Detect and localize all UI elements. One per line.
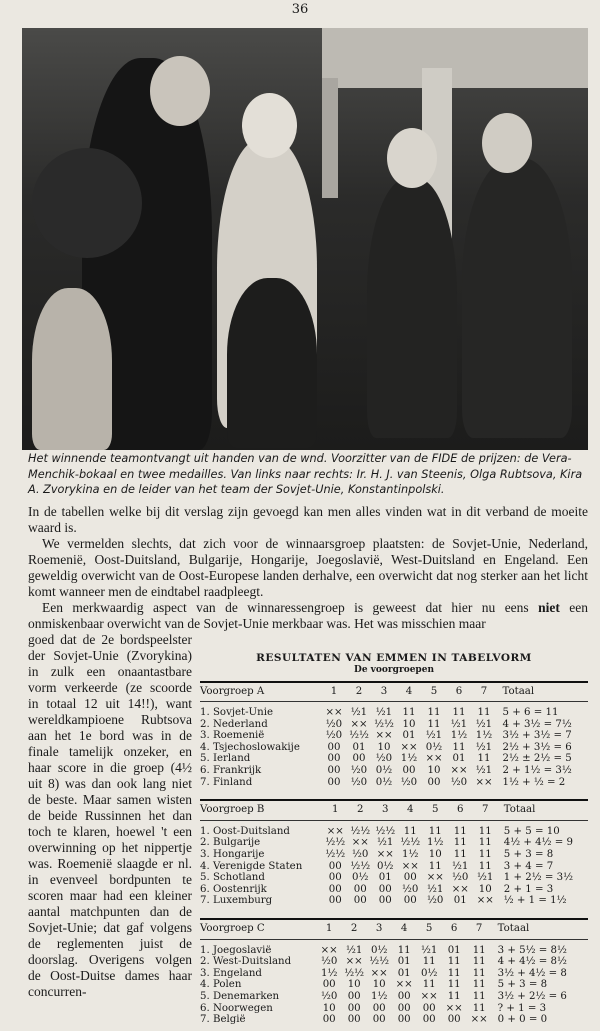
column-header: 5 [421, 683, 446, 702]
results-tables [200, 652, 588, 1031]
result-cell: 11 [472, 990, 486, 1002]
result-cell: ×× [475, 776, 493, 788]
result-cell: ½0 [402, 883, 419, 895]
table-row [200, 991, 588, 1003]
group-tables [200, 681, 588, 1031]
result-cell: ½1 [425, 730, 443, 742]
team-name: 3. Roemenië [200, 730, 265, 742]
team-name: 2. West-Duitsland [200, 956, 292, 968]
column-header: 5 [417, 920, 442, 939]
result-cell: 0½ [375, 765, 393, 777]
result-cell: 11 [403, 825, 417, 837]
total-cell: ? + 1 = 3 [497, 1002, 547, 1014]
result-cell: 01 [402, 730, 416, 742]
result-cell: ½½ [400, 837, 421, 849]
result-cell: 00 [397, 1002, 411, 1014]
column-header: 6 [446, 683, 471, 702]
result-cell: ½1 [475, 741, 493, 753]
result-cell: ½½ [350, 860, 371, 872]
table-row [200, 730, 588, 742]
result-cell: ½0 [350, 776, 368, 788]
result-cell: ½½ [325, 837, 346, 849]
result-cell: 00 [347, 1002, 361, 1014]
result-cell: ×× [445, 1002, 463, 1014]
result-cell: ½1 [475, 718, 493, 730]
result-cell: 1½ [402, 849, 419, 861]
paragraph: In de tabellen welke bij dit verslag zijn gevoegd kan men alles vinden wat in dit verband de moeite waard is. [28, 503, 588, 535]
total-cell: 2 + 1 = 3 [503, 883, 554, 895]
result-cell: ½½ [369, 956, 390, 968]
team-name: 5. Schotland [200, 872, 265, 884]
result-cell: ½0 [320, 956, 338, 968]
column-header: 7 [471, 683, 496, 702]
result-cell: 11 [428, 860, 442, 872]
result-cell: ½0 [375, 753, 393, 765]
table-row [200, 742, 588, 754]
result-cell: 11 [427, 718, 441, 730]
total-cell: 4 + 3½ = 7½ [502, 718, 572, 730]
result-cell: ½1 [475, 765, 493, 777]
table-row [200, 1014, 588, 1031]
result-cell: 11 [477, 707, 491, 719]
table-row [200, 719, 588, 731]
result-cell: ×× [470, 1014, 488, 1026]
result-cell: 0½ [375, 776, 393, 788]
result-cell: 01 [397, 956, 411, 968]
team-name: 3. Hongarije [200, 849, 265, 861]
table-row [200, 861, 588, 873]
total-cell: 5 + 3 = 8 [503, 849, 554, 861]
result-cell: ½0 [325, 718, 343, 730]
column-header: 3 [371, 683, 396, 702]
result-cell: 10 [372, 979, 386, 991]
result-cell: 11 [447, 956, 461, 968]
article-column: goed dat de 2e bordspeelster der Sovjet-Unie (Zvorykina) in zulk een onaantastbare vorm verkeerde (ze scoorde in totaal 12 uit 14!!), want wereldkampioene Rubtsova aan het 1e bord was in de finale tamelijk onzeker, en haar score in die groep (4½ uit 8) was dan ook lang niet de beste. Maar samen wisten de beide Russinnen het dan toch te klaren, hoewel 't een overwinning op het nippertje was. Roemenië slaagde er nl. in evenveel bordpunten te scoren maar had een kleiner aantal matchpunten dan de Sovjet-Unie; dat gaf volgens de reglementen juist de doorslag. Overigens volgen de Oost-Duitse dames haar concurren- [28, 631, 192, 999]
result-cell: 00 [397, 1014, 411, 1026]
table-row [200, 979, 588, 991]
result-cell: 00 [427, 776, 441, 788]
result-cell: 00 [328, 883, 342, 895]
result-cell: 00 [328, 872, 342, 884]
result-cell: 11 [447, 979, 461, 991]
result-cell: 11 [472, 944, 486, 956]
result-cell: 01 [453, 895, 467, 907]
column-header: 2 [342, 920, 367, 939]
result-cell: ×× [395, 979, 413, 991]
total-cell: 5 + 5 = 10 [503, 825, 560, 837]
result-cell: 00 [322, 979, 336, 991]
result-cell: 11 [453, 825, 467, 837]
team-name: 6. Frankrijk [200, 765, 262, 777]
result-cell: 01 [397, 967, 411, 979]
result-cell: ×× [326, 825, 344, 837]
result-cell: 11 [452, 741, 466, 753]
total-cell: 4 + 4½ = 8½ [497, 956, 567, 968]
result-cell: ½½ [374, 718, 394, 730]
column-header: 7 [473, 801, 498, 820]
text-flow [28, 451, 588, 1031]
table-row [200, 968, 588, 980]
result-cell: 1½ [427, 837, 444, 849]
total-cell: 2½ ± 2½ = 5 [502, 753, 572, 765]
result-cell: ½1 [345, 944, 363, 956]
result-cell: ½0 [450, 776, 468, 788]
result-cell: 00 [353, 895, 367, 907]
result-cell: 1½ [370, 990, 388, 1002]
result-cell: 0½ [425, 741, 443, 753]
result-cell: 11 [428, 825, 442, 837]
photo-caption: Het winnende teamontvangt uit handen van de wnd. Voorzitter van de FIDE de prijzen: de Vera-Menchik-bokaal en twee medailles. Van links naar rechts: Ir. H. J. van Steenis, Olga Rubtsova, Kira A. Zvorykina en de leider van het team der Sovjet-Unie, Konstantinpolski. [28, 452, 583, 496]
result-cell: ×× [450, 765, 468, 777]
result-cell: 00 [422, 1014, 436, 1026]
result-cell: ½1 [377, 837, 394, 849]
total-header: Totaal [496, 683, 588, 702]
team-name: 7. Luxemburg [200, 895, 273, 907]
table-row [200, 820, 588, 837]
total-cell: 3 + 4 = 7 [503, 860, 554, 872]
page-number: 36 [291, 2, 309, 17]
total-cell: ½ + 1 = 1½ [503, 895, 567, 907]
column-and-tables [28, 632, 588, 1031]
column-header: 4 [398, 801, 423, 820]
result-cell: ×× [350, 718, 368, 730]
result-cell: ×× [401, 860, 419, 872]
team-name: 7. Finland [200, 776, 253, 788]
result-cell: ×× [425, 753, 443, 765]
team-name: 1. Joegoslavië [200, 944, 272, 956]
total-cell: 1½ + ½ = 2 [502, 776, 566, 788]
result-cell: ×× [370, 967, 388, 979]
result-cell: 11 [472, 956, 486, 968]
result-cell: 00 [327, 741, 341, 753]
result-cell: 0½ [377, 860, 394, 872]
result-cell: 0½ [352, 872, 369, 884]
result-cell: ½0 [427, 895, 444, 907]
group-name: Voorgroep A [200, 683, 321, 702]
result-cell: 10 [478, 883, 492, 895]
result-cell: 01 [452, 753, 466, 765]
team-name: 4. Polen [200, 979, 242, 991]
column-header: 7 [467, 920, 492, 939]
total-cell: 5 + 3 = 8 [497, 979, 548, 991]
total-cell: 5 + 6 = 11 [502, 707, 559, 719]
team-name: 5. Ierland [200, 753, 251, 765]
result-cell: 00 [403, 872, 417, 884]
total-cell: 3 + 5½ = 8½ [497, 944, 567, 956]
team-name: 1. Oost-Duitsland [200, 825, 290, 837]
result-cell: ×× [400, 741, 418, 753]
team-name: 7. België [200, 1014, 246, 1026]
result-cell: ½½ [375, 825, 396, 837]
result-cell: 10 [377, 741, 391, 753]
column-header: 2 [348, 801, 373, 820]
result-cell: ½1 [450, 718, 468, 730]
column-header: 3 [367, 920, 392, 939]
team-name: 4. Verenigde Staten [200, 860, 303, 872]
team-name: 1. Sovjet-Unie [200, 707, 273, 719]
total-cell: 1 + 2½ = 3½ [503, 872, 573, 884]
result-cell: ½1 [427, 883, 444, 895]
result-cell: ×× [375, 730, 393, 742]
result-cell: ½0 [325, 730, 343, 742]
result-cell: 1½ [320, 967, 338, 979]
result-cell: 00 [378, 883, 392, 895]
result-cell: 00 [422, 1002, 436, 1014]
result-cell: 10 [347, 979, 361, 991]
result-cell: 11 [422, 979, 436, 991]
total-cell: 3½ + 2½ = 6 [497, 990, 567, 1002]
result-cell: 00 [397, 990, 411, 1002]
result-cell: 00 [327, 776, 341, 788]
result-cell: 00 [328, 860, 342, 872]
result-cell: 11 [452, 707, 466, 719]
result-cell: 11 [453, 849, 467, 861]
column-header: 4 [396, 683, 421, 702]
result-cell: 10 [402, 718, 416, 730]
team-name: 5. Denemarken [200, 990, 280, 1002]
result-cell: ×× [351, 837, 369, 849]
table-row [200, 1003, 588, 1015]
result-cell: 11 [427, 707, 441, 719]
result-cell: 0½ [370, 944, 388, 956]
result-cell: 00 [322, 1014, 336, 1026]
result-cell: ½0 [350, 765, 368, 777]
result-cell: ½1 [350, 707, 368, 719]
text: Een merkwaardig aspect van de winnaressengroep is geweest dat hier nu eens [42, 599, 529, 615]
table-row [200, 777, 588, 794]
result-cell: 00 [327, 753, 341, 765]
result-cell: 0½ [420, 967, 438, 979]
result-cell: ×× [426, 872, 444, 884]
result-cell: ×× [345, 956, 363, 968]
table-row [200, 837, 588, 849]
result-cell: 00 [347, 1014, 361, 1026]
result-cell: ½½ [350, 825, 371, 837]
group-name: Voorgroep C [200, 920, 317, 939]
result-cell: 11 [477, 753, 491, 765]
column-header: 1 [323, 801, 348, 820]
result-cell: 11 [447, 990, 461, 1002]
result-cell: 11 [397, 944, 411, 956]
result-cell: 1½ [450, 730, 468, 742]
result-cell: ½0 [400, 776, 418, 788]
result-cell: 00 [353, 883, 367, 895]
result-cell: 00 [402, 765, 416, 777]
result-cell: ½½ [349, 730, 369, 742]
result-cell: 1½ [400, 753, 418, 765]
result-cell: ½1 [375, 707, 393, 719]
result-cell: ½0 [452, 872, 469, 884]
result-cell: 01 [378, 872, 392, 884]
group-table [200, 918, 588, 1031]
total-header: Totaal [498, 801, 588, 820]
article-body [28, 504, 588, 632]
column-header: 3 [373, 801, 398, 820]
paragraph [28, 600, 588, 632]
result-cell: ×× [320, 944, 338, 956]
result-cell: 10 [322, 1002, 336, 1014]
table-row [200, 895, 588, 912]
result-cell: ½1 [420, 944, 438, 956]
team-name: 4. Tsjechoslowakije [200, 741, 300, 753]
result-cell: 11 [422, 956, 436, 968]
result-cell: ½1 [477, 872, 494, 884]
table-row [200, 939, 588, 956]
table-row [200, 765, 588, 777]
total-cell: 3½ + 4½ = 8 [497, 967, 567, 979]
result-cell: ×× [325, 707, 343, 719]
result-cell: ½0 [320, 990, 338, 1002]
result-cell: ½0 [352, 849, 369, 861]
result-cell: ×× [376, 849, 394, 861]
result-cell: ×× [420, 990, 438, 1002]
result-cell: 11 [478, 860, 492, 872]
table-row [200, 884, 588, 896]
result-cell: 00 [447, 1014, 461, 1026]
result-cell: 11 [472, 1002, 486, 1014]
table-row [200, 872, 588, 884]
results-title: RESULTATEN VAN EMMEN IN TABELVORM [256, 651, 532, 664]
result-cell: 11 [453, 837, 467, 849]
column-header: 2 [346, 683, 371, 702]
total-header: Totaal [492, 920, 588, 939]
result-cell: 00 [347, 990, 361, 1002]
table-row [200, 956, 588, 968]
result-cell: 10 [428, 849, 442, 861]
team-name: 6. Oostenrijk [200, 883, 267, 895]
table-row [200, 753, 588, 765]
column-header: 6 [448, 801, 473, 820]
text: een onmiskenbaar overwicht van de Sovjet-Unie merkbaar was. Het was misschien maar [28, 599, 589, 631]
result-cell: 11 [478, 849, 492, 861]
total-cell: 2½ + 3½ = 6 [502, 741, 572, 753]
column-header: 4 [392, 920, 417, 939]
result-cell: ½½ [344, 967, 365, 979]
result-cell: 00 [378, 895, 392, 907]
table-row [200, 702, 588, 719]
result-cell: 00 [328, 895, 342, 907]
result-cell: 00 [372, 1002, 386, 1014]
total-cell: 4½ + 4½ = 9 [503, 837, 573, 849]
group-table [200, 799, 588, 912]
result-cell: ×× [451, 883, 469, 895]
result-cell: 1½ [475, 730, 493, 742]
emphasis: niet [538, 599, 560, 615]
group-table [200, 681, 588, 794]
result-cell: 11 [472, 967, 486, 979]
result-cell: 00 [403, 895, 417, 907]
photo-image [22, 28, 588, 450]
group-name: Voorgroep B [200, 801, 323, 820]
team-name: 6. Noorwegen [200, 1002, 273, 1014]
result-cell: 01 [352, 741, 366, 753]
team-name: 2. Nederland [200, 718, 268, 730]
result-cell: 11 [447, 967, 461, 979]
column-header: 1 [317, 920, 342, 939]
result-cell: 11 [402, 707, 416, 719]
team-name: 3. Engeland [200, 967, 262, 979]
team-name: 2. Bulgarije [200, 837, 261, 849]
result-cell: 01 [447, 944, 461, 956]
result-cell: 11 [478, 837, 492, 849]
column-header: 1 [321, 683, 346, 702]
result-cell: 10 [427, 765, 441, 777]
result-cell: ×× [476, 895, 494, 907]
total-cell: 3½ + 3½ = 7 [502, 730, 572, 742]
table-row [200, 849, 588, 861]
result-cell: ½1 [452, 860, 469, 872]
results-subtitle: De voorgroepen [354, 664, 434, 675]
result-cell: 00 [327, 765, 341, 777]
total-cell: 2 + 1½ = 3½ [502, 765, 572, 777]
total-cell: 0 + 0 = 0 [497, 1014, 548, 1026]
result-cell: 00 [372, 1014, 386, 1026]
paragraph: We vermelden slechts, dat zich voor de winnaarsgroep plaatsten: de Sovjet-Unie, Nederland, Roemenië, Oost-Duitsland, Bulgarije, Hongarije, Joegoslavië, West-Duitsland en Engeland. Een geweldig overwicht van de Oost-Europese landen derhalve, een overwicht dat nog sterker aan het licht komt wanneer men de eindtabel raadpleegt. [28, 535, 588, 599]
column-header: 5 [423, 801, 448, 820]
result-cell: 00 [352, 753, 366, 765]
column-header: 6 [442, 920, 467, 939]
result-cell: 11 [472, 979, 486, 991]
result-cell: ½½ [325, 849, 346, 861]
result-cell: 11 [478, 825, 492, 837]
